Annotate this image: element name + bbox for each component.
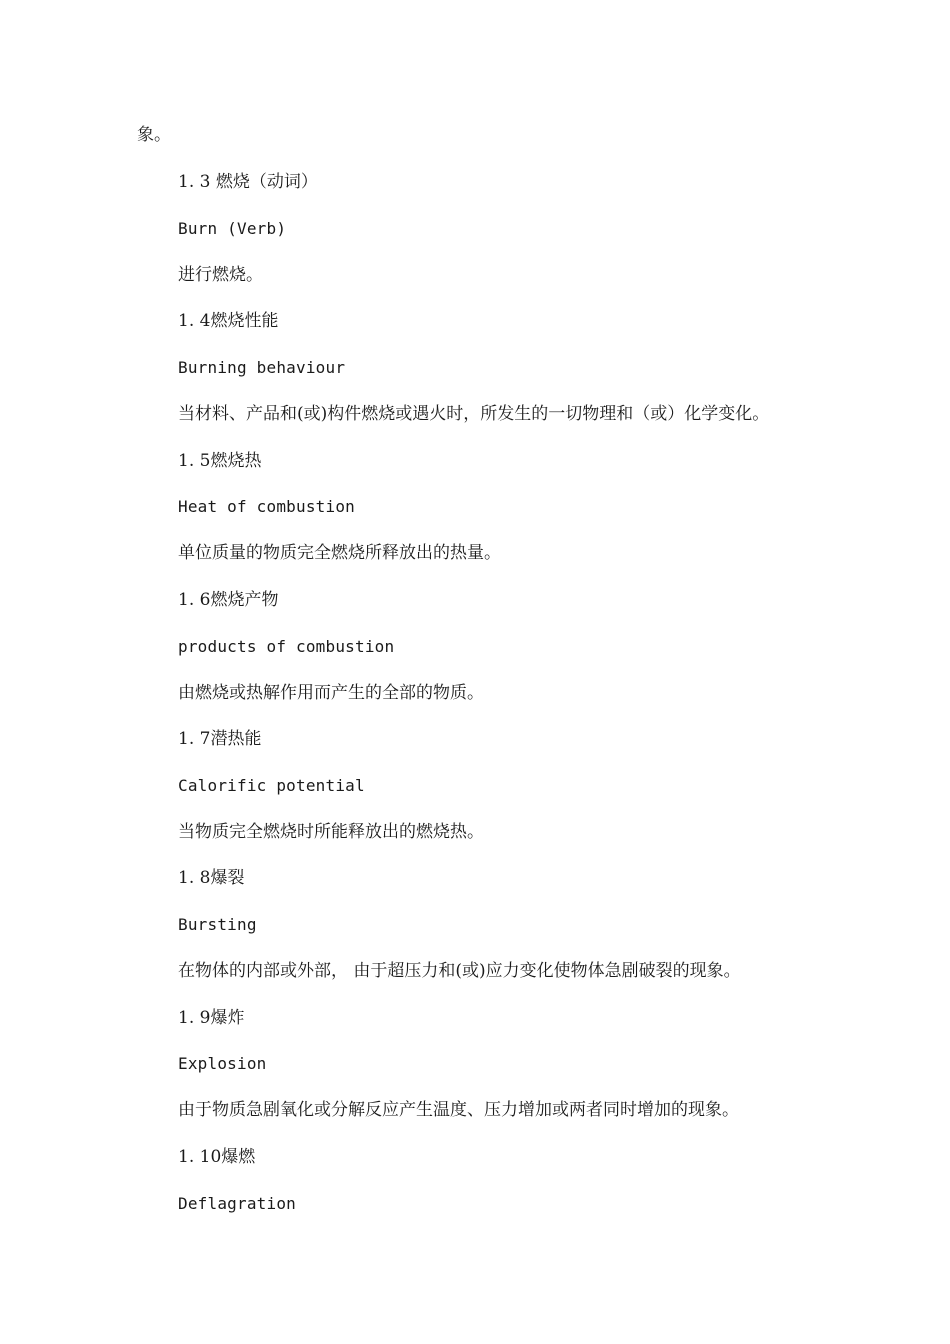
term-definition-1-9: 由于物质急剧氧化或分解反应产生温度、压力增加或两者同时增加的现象。 bbox=[178, 1100, 739, 1120]
term-english-1-4: Burning behaviour bbox=[178, 358, 346, 377]
term-number-1-7: 1. 7潜热能 bbox=[178, 729, 262, 749]
paragraph-continuation: 象。 bbox=[137, 125, 171, 145]
term-number-1-4: 1. 4燃烧性能 bbox=[178, 311, 279, 331]
term-definition-1-7: 当物质完全燃烧时所能释放出的燃烧热。 bbox=[178, 822, 484, 842]
term-number-1-3: 1. 3 燃烧（动词） bbox=[178, 172, 318, 192]
term-definition-1-8: 在物体的内部或外部， 由于超压力和(或)应力变化使物体急剧破裂的现象。 bbox=[178, 961, 741, 981]
term-definition-1-5: 单位质量的物质完全燃烧所释放出的热量。 bbox=[178, 543, 501, 563]
term-definition-1-6: 由燃烧或热解作用而产生的全部的物质。 bbox=[178, 683, 484, 703]
term-english-1-3: Burn (Verb) bbox=[178, 219, 287, 238]
term-number-1-8: 1. 8爆裂 bbox=[178, 868, 245, 888]
term-english-1-8: Bursting bbox=[178, 915, 257, 934]
term-number-1-5: 1. 5燃烧热 bbox=[178, 451, 262, 471]
term-definition-1-3: 进行燃烧。 bbox=[178, 265, 263, 285]
term-number-1-9: 1. 9爆炸 bbox=[178, 1008, 245, 1028]
term-english-1-7: Calorific potential bbox=[178, 776, 365, 795]
term-english-1-6: products of combustion bbox=[178, 637, 395, 656]
term-number-1-6: 1. 6燃烧产物 bbox=[178, 590, 279, 610]
term-english-1-10: Deflagration bbox=[178, 1194, 296, 1213]
term-definition-1-4: 当材料、产品和(或)构件燃烧或遇火时，所发生的一切物理和（或）化学变化。 bbox=[178, 404, 770, 424]
term-english-1-9: Explosion bbox=[178, 1054, 267, 1073]
term-english-1-5: Heat of combustion bbox=[178, 497, 355, 516]
term-number-1-10: 1. 10爆燃 bbox=[178, 1147, 256, 1167]
